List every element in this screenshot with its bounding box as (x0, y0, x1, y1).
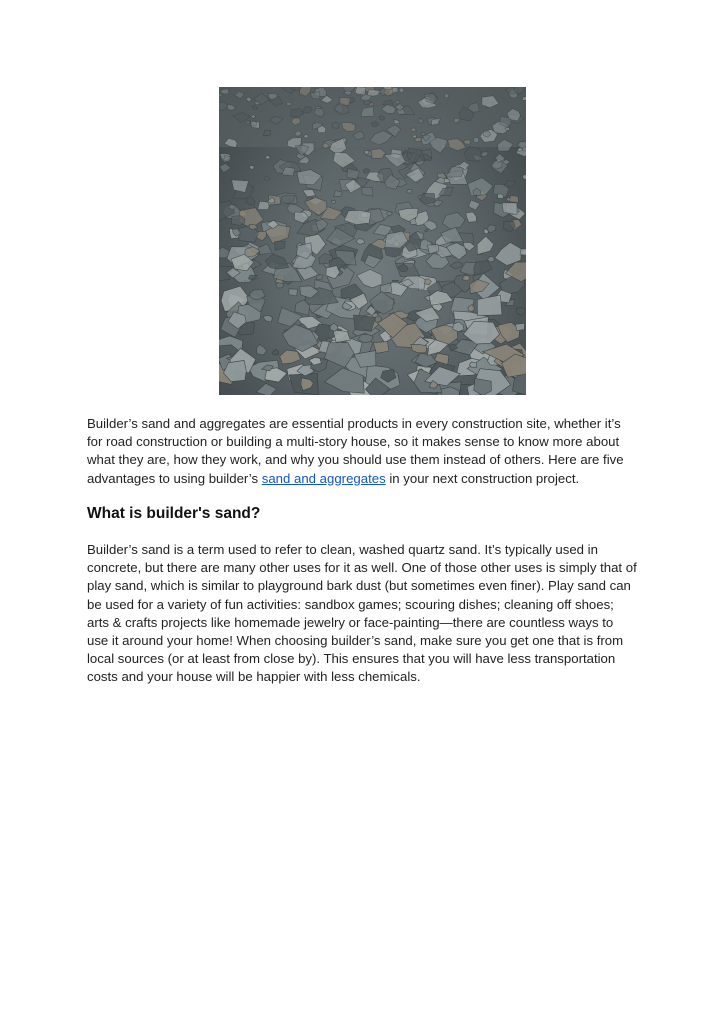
gravel-stone (219, 93, 222, 97)
gravel-stone (258, 244, 272, 254)
gravel-stone (464, 147, 482, 162)
gravel-stone (413, 135, 417, 138)
gravel-stone (504, 181, 516, 188)
gravel-stone (289, 289, 298, 296)
gravel-stone (411, 344, 427, 352)
gravel-stone (265, 156, 271, 160)
gravel-stone (316, 275, 323, 280)
gravel-aggregate-photo (219, 87, 526, 395)
gravel-stone (384, 154, 406, 168)
gravel-stone (263, 315, 273, 322)
gravel-stone (446, 166, 464, 177)
gravel-stone (515, 323, 525, 330)
gravel-stone (450, 262, 463, 269)
gravel-stone (510, 195, 519, 202)
gravel-stone (481, 152, 488, 157)
gravel-stone (356, 239, 365, 245)
gravel-stone (498, 194, 504, 198)
gravel-stone (232, 180, 249, 193)
gravel-stone (469, 200, 481, 210)
gravel-stone (344, 210, 371, 224)
gravel-stone (246, 198, 255, 206)
gravel-image (219, 87, 526, 395)
gravel-stone (395, 263, 419, 276)
gravel-stone (357, 269, 382, 288)
gravel-stone (523, 174, 527, 179)
gravel-stone (219, 247, 229, 257)
gravel-stone (477, 295, 502, 316)
gravel-stone (331, 201, 335, 204)
body-paragraph: Builder’s sand is a term used to refer to clean, washed quartz sand. It’s typically used in concrete, but there are many other uses for it as well. One of those other uses is simply that of play sand, which is similar to playground bark dust (but sometimes even finer). Play sand can be used for a variety of fun activities: sandbox games; scouring dishes; cleaning off shoes; arts & crafts projects like homemade jewelry or face-painting—there are countless ways to use it around your home! When choosing builder’s sand, make sure you get one that is from local sources (or at least from close by). This ensures that you will have less transportation costs and your house will be happier with less chemicals. (87, 542, 637, 685)
gravel-stone (399, 88, 404, 93)
intro-text-before-link: Builder’s sand and aggregates are essential products in every construction site, whether it’s for road construction or building a multi-story house, so it makes sense to know more about what they are, how they work, and why you should use them instead of others. Here are five advantages to using builder’s (87, 416, 624, 486)
gravel-stone (265, 176, 270, 180)
gravel-stone (287, 102, 292, 106)
intro-text-after-link: in your next construction project. (385, 470, 580, 486)
sand-and-aggregates-link[interactable]: sand and aggregates (261, 470, 386, 486)
gravel-stone (442, 213, 465, 230)
gravel-stone (466, 212, 477, 222)
gravel-stone (425, 229, 428, 232)
intro-paragraph (87, 415, 637, 488)
gravel-stone (488, 257, 495, 263)
gravel-stone (280, 350, 301, 364)
gravel-stone (249, 224, 258, 229)
gravel-stone (250, 166, 254, 170)
gravel-stone (219, 163, 231, 172)
gravel-stone (303, 190, 316, 197)
gravel-stone (248, 275, 257, 280)
gravel-stone (520, 249, 526, 255)
gravel-stone (263, 130, 270, 136)
gravel-stone (469, 362, 477, 367)
gravel-stone (371, 149, 386, 159)
gravel-stone (502, 203, 517, 215)
gravel-stone (272, 349, 279, 355)
gravel-stone (516, 307, 526, 315)
gravel-stone (477, 236, 494, 254)
gravel-stone (256, 383, 276, 395)
gravel-stone (362, 187, 373, 196)
gravel-stone (231, 216, 245, 226)
section-heading: What is builder's sand? (87, 505, 261, 522)
gravel-stone (503, 221, 515, 232)
gravel-stone (474, 261, 493, 276)
gravel-stone (333, 191, 342, 197)
gravel-stone (473, 137, 479, 143)
gravel-stone (275, 241, 286, 250)
gravel-stone (407, 190, 412, 194)
gravel-stone (257, 345, 267, 356)
gravel-stone (295, 131, 302, 136)
gravel-stone (364, 150, 369, 154)
